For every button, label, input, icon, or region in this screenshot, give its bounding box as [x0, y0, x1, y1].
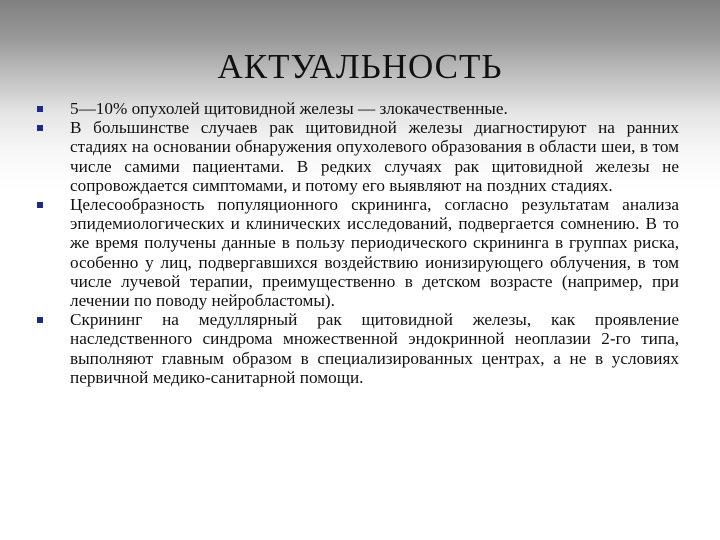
bullet-text: Целесообразность популяционного скрининга, согласно результатам анализа эпидемиологических и клинических исследований, подвергается сомнению. В то же время получены данные в пользу периодического скрининга в группах риска, особенно у лиц, подвергавшихся воздействию ионизирующего облучения, в том числе лучевой терапии, преимущественно в детском возрасте (например, при лечении по поводу нейробластомы). — [70, 195, 679, 311]
bullet-item — [37, 195, 679, 310]
bullet-text: 5—10% опухолей щитовидной железы — злокачественные. — [70, 99, 508, 118]
bullet-item — [37, 118, 679, 195]
bullet-text: В большинстве случаев рак щитовидной железы диагностируют на ранних стадиях на основании обнаружения опухолевого образования в области шеи, в том числе самими пациентами. В редких случаях рак щитовидной железы не сопровождается симптомами, и потому его выявляют на поздних стадиях. — [70, 118, 679, 195]
square-bullet-icon — [37, 125, 43, 131]
square-bullet-icon — [37, 202, 43, 208]
bullet-item — [37, 99, 679, 118]
bullet-item — [37, 310, 679, 387]
bullet-text: Скрининг на медуллярный рак щитовидной железы, как проявление наследственного синдрома множественной эндокринной неоплазии 2-го типа, выполняют главным образом в специализированных центрах, а не в условиях первичной медико-санитарной помощи. — [70, 310, 679, 387]
square-bullet-icon — [37, 317, 43, 323]
square-bullet-icon — [37, 106, 43, 112]
slide-title: АКТУАЛЬНОСТЬ — [217, 47, 503, 87]
bullet-list — [37, 99, 679, 387]
